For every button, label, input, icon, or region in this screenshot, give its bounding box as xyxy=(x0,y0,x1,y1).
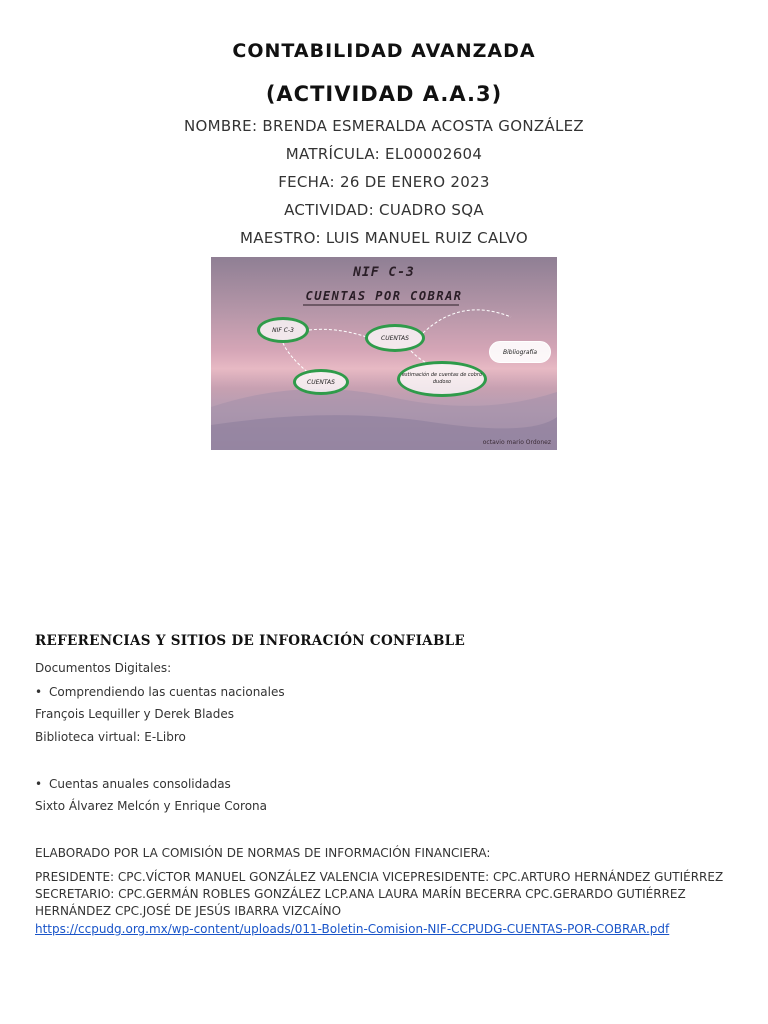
mind-map-image xyxy=(211,257,557,450)
mind-map-subtitle: CUENTAS POR COBRAR xyxy=(305,289,463,303)
mind-map-node-nif: NIF C-3 xyxy=(257,317,309,343)
bullet-icon: • xyxy=(35,777,43,791)
list-item-text: Comprendiendo las cuentas nacionales xyxy=(49,685,285,699)
activity-title: (ACTIVIDAD A.A.3) xyxy=(265,82,503,106)
bullet-icon: • xyxy=(35,685,43,699)
activity: ACTIVIDAD: CUADRO SQA xyxy=(284,201,484,219)
mind-map-node-estimacion: estimación de cuentas de cobro dudoso xyxy=(397,361,487,397)
elaborado-label: ELABORADO POR LA COMISIÓN DE NORMAS DE INFORMACIÓN FINANCIERA: xyxy=(35,846,491,860)
references-heading: REFERENCIAS Y SITIOS DE INFORACIÓN CONFIABLE xyxy=(35,633,466,649)
teacher: MAESTRO: LUIS MANUEL RUIZ CALVO xyxy=(240,229,528,247)
library: Biblioteca virtual: E-Libro xyxy=(35,730,186,744)
mind-map-title: NIF C-3 xyxy=(353,265,415,280)
authors-2: Sixto Álvarez Melcón y Enrique Corona xyxy=(35,799,267,813)
document-title: CONTABILIDAD AVANZADA xyxy=(232,40,536,62)
date: FECHA: 26 DE ENERO 2023 xyxy=(278,173,490,191)
reference-link[interactable]: https://ccpudg.org.mx/wp-content/uploads/011-Boletin-Comision-NIF-CCPUDG-CUENTAS-POR-COBRAR.pdf xyxy=(35,922,670,936)
list-item-text: Cuentas anuales consolidadas xyxy=(49,777,231,791)
list-item xyxy=(35,777,231,791)
image-credit: octavio mario Ordonez xyxy=(482,439,551,446)
mind-map-node-cuentas: CUENTAS xyxy=(365,324,425,352)
mind-map-node-bibliografia: Bibliografía xyxy=(489,341,551,363)
mind-map-node-cuentas-2: CUENTAS xyxy=(293,369,349,395)
list-item xyxy=(35,685,285,699)
commission-members: PRESIDENTE: CPC.VÍCTOR MANUEL GONZÁLEZ VALENCIA VICEPRESIDENTE: CPC.ARTURO HERNÁNDEZ GUTIÉRREZ SECRETARIO: CPC.GERMÁN ROBLES GONZÁLEZ LCP.ANA LAURA MARÍN BECERRA CPC.GERARDO GUTIÉRREZ HERNÁNDEZ CPC.JOSÉ DE JESÚS IBARRA VIZCAÍNO xyxy=(35,870,724,918)
student-name: NOMBRE: BRENDA ESMERALDA ACOSTA GONZÁLEZ xyxy=(184,117,584,135)
authors-1: François Lequiller y Derek Blades xyxy=(35,707,235,721)
docs-label: Documentos Digitales: xyxy=(35,661,172,675)
student-id: MATRÍCULA: EL00002604 xyxy=(285,145,483,163)
